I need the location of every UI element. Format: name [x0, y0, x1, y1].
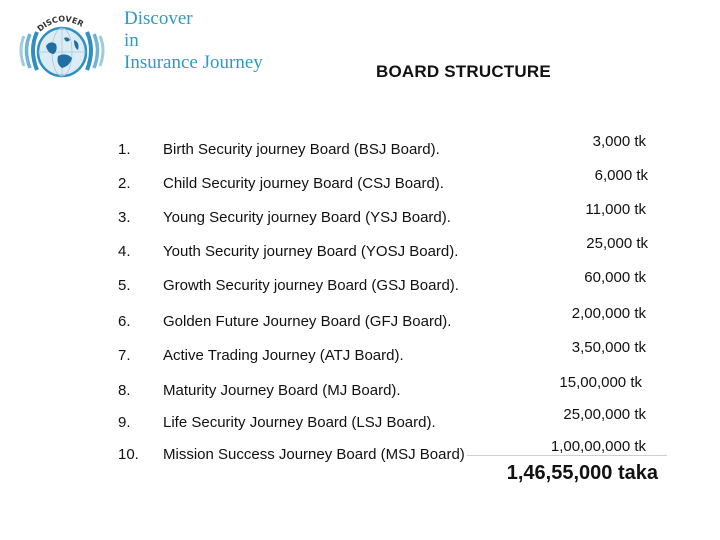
- board-amount: 25,000 tk: [586, 235, 648, 252]
- brand-line-2: in: [124, 30, 139, 51]
- board-amount: 3,000 tk: [592, 133, 646, 150]
- board-number: 8.: [118, 382, 131, 399]
- board-number: 2.: [118, 175, 131, 192]
- discover-logo: [10, 8, 114, 84]
- board-amount: 11,000 tk: [585, 201, 646, 218]
- total-amount: 1,46,55,000 taka: [506, 462, 658, 484]
- board-number: 1.: [118, 141, 131, 158]
- board-amount: 15,00,000 tk: [559, 374, 642, 391]
- board-amount: 6,000 tk: [594, 167, 648, 184]
- board-name: Growth Security journey Board (GSJ Board).: [163, 277, 459, 294]
- board-name: Young Security journey Board (YSJ Board).: [163, 209, 451, 226]
- board-row: [0, 201, 720, 233]
- board-name: Golden Future Journey Board (GFJ Board).: [163, 313, 452, 330]
- board-name: Mission Success Journey Board (MSJ Board): [163, 446, 465, 463]
- brand-line-3: Insurance Journey: [124, 52, 263, 73]
- board-row: [0, 167, 720, 199]
- board-number: 3.: [118, 209, 131, 226]
- board-name: Youth Security journey Board (YOSJ Board).: [163, 243, 459, 260]
- board-name: Maturity Journey Board (MJ Board).: [163, 382, 401, 399]
- page-title: BOARD STRUCTURE: [376, 62, 551, 81]
- board-row: [0, 235, 720, 267]
- board-row: [0, 406, 720, 438]
- board-row: [0, 133, 720, 165]
- board-amount: 3,50,000 tk: [571, 339, 646, 356]
- board-number: 4.: [118, 243, 131, 260]
- board-row: [0, 374, 720, 406]
- globe-with-signal-waves-icon: [10, 8, 114, 84]
- board-name: Life Security Journey Board (LSJ Board).: [163, 414, 436, 431]
- board-row: [0, 269, 720, 301]
- board-row: [0, 339, 720, 371]
- board-name: Birth Security journey Board (BSJ Board).: [163, 141, 440, 158]
- board-name: Child Security journey Board (CSJ Board).: [163, 175, 444, 192]
- brand-line-1: Discover: [124, 8, 193, 29]
- board-number: 9.: [118, 414, 131, 431]
- board-number: 6.: [118, 313, 131, 330]
- board-amount: 2,00,000 tk: [571, 305, 646, 322]
- total-divider: [467, 455, 667, 456]
- brand-name: [124, 8, 263, 74]
- board-amount: 25,00,000 tk: [563, 406, 646, 423]
- board-number: 10.: [118, 446, 139, 463]
- board-name: Active Trading Journey (ATJ Board).: [163, 347, 404, 364]
- board-amount: 1,00,00,000 tk: [550, 438, 646, 455]
- board-number: 5.: [118, 277, 131, 294]
- board-row: [0, 305, 720, 337]
- board-amount: 60,000 tk: [584, 269, 646, 286]
- board-number: 7.: [118, 347, 131, 364]
- svg-text:DISCOVER: DISCOVER: [35, 14, 86, 34]
